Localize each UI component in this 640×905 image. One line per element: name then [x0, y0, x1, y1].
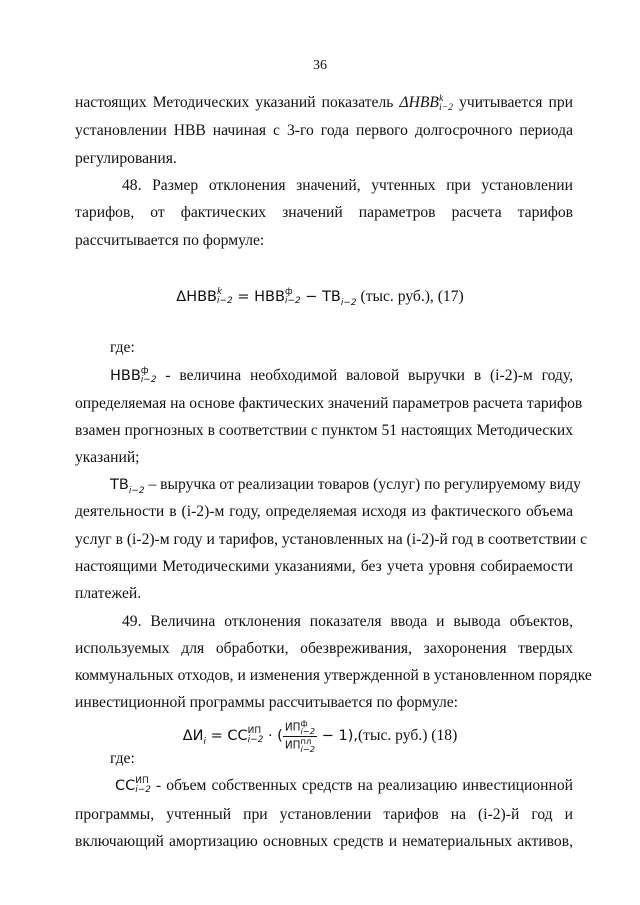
paragraph-49-line-2: используемых для обработки, обезвреживания, захоронения твердых	[75, 640, 573, 657]
where-label-2: где:	[110, 750, 135, 767]
definition-hbb-line-1: HBB ф i−2 - величина необходимой валовой выручки в (i-2)-м году,	[110, 366, 573, 385]
formula-17: ΔHBB k i−2 = HBB ф i−2 − $TB_{i-2}$ (тыс. руб.), (17)	[176, 287, 464, 308]
tb-symbol: $TB_{i-2}$	[110, 477, 145, 496]
definition-tb-line-1: $TB_{i-2}$ – выручка от реализации товаров (услуг) по регулируемому виду	[110, 476, 581, 496]
cc-ip-symbol: CC ИП i−2	[115, 776, 151, 795]
paragraph-49-line-4: инвестиционной программы рассчитывается по формуле:	[75, 694, 458, 711]
paragraph-49-line-1: 49. Величина отклонения показателя ввода и вывода объектов,	[122, 613, 573, 630]
paragraph-48-line-3: рассчитывается по формуле:	[75, 232, 265, 249]
formula-18: $\Delta И_i$ = CC ИП i−2 · ( ИП ф i−2 ИП пл i−2 − 1),(тыс. руб.) (18)	[182, 717, 458, 754]
paragraph-47-line-3: регулирования.	[75, 150, 177, 167]
definition-hbb-line-2: определяемая на основе фактических значений параметров расчета тарифов	[75, 395, 583, 412]
paragraph-47-line-2: установлении НВВ начиная с 3-го года первого долгосрочного периода	[75, 122, 573, 139]
where-label-1: где:	[110, 339, 135, 356]
paragraph-48-line-1: 48. Размер отклонения значений, учтенных при установлении	[122, 177, 573, 194]
definition-cc-line-2: программы, учтенный при установлении тарифов на (i-2)-й год и	[75, 806, 573, 823]
definition-tb-line-5: платежей.	[75, 585, 142, 602]
investment-program-fraction: ИП ф i−2 ИП пл i−2	[284, 717, 316, 754]
definition-hbb-line-3: взамен прогнозных в соответствии с пунктом 51 настоящих Методических	[75, 422, 574, 439]
delta-hbb-k-symbol: ΔHBB k i−2	[399, 92, 453, 114]
paragraph-48-line-2: тарифов, от фактических значений параметров расчета тарифов	[75, 204, 573, 221]
definition-cc-line-3: включающий амортизацию основных средств и нематериальных активов,	[75, 833, 573, 850]
hbb-f-symbol: HBB ф i−2	[110, 366, 157, 385]
definition-tb-line-4: настоящими Методическими указаниями, без учета уровня собираемости	[75, 558, 573, 575]
paragraph-47-line-1: настоящих Методических указаний показатель ΔHBB k i−2 учитывается при	[75, 92, 574, 114]
definition-tb-line-3: услуг в (i-2)-м году и тарифов, установленных на (i-2)-й год в соответствии с	[75, 531, 588, 548]
definition-cc-line-1: CC ИП i−2 - объем собственных средств на реализацию инвестиционной	[115, 776, 573, 795]
definition-tb-line-2: деятельности в (i-2)-м году, определяемая исходя из фактического объема	[75, 503, 573, 520]
paragraph-49-line-3: коммунальных отходов, и изменения утвержденной в установленном порядке	[75, 667, 592, 684]
page-number: 36	[313, 58, 327, 73]
definition-hbb-line-4: указаний;	[75, 449, 140, 466]
